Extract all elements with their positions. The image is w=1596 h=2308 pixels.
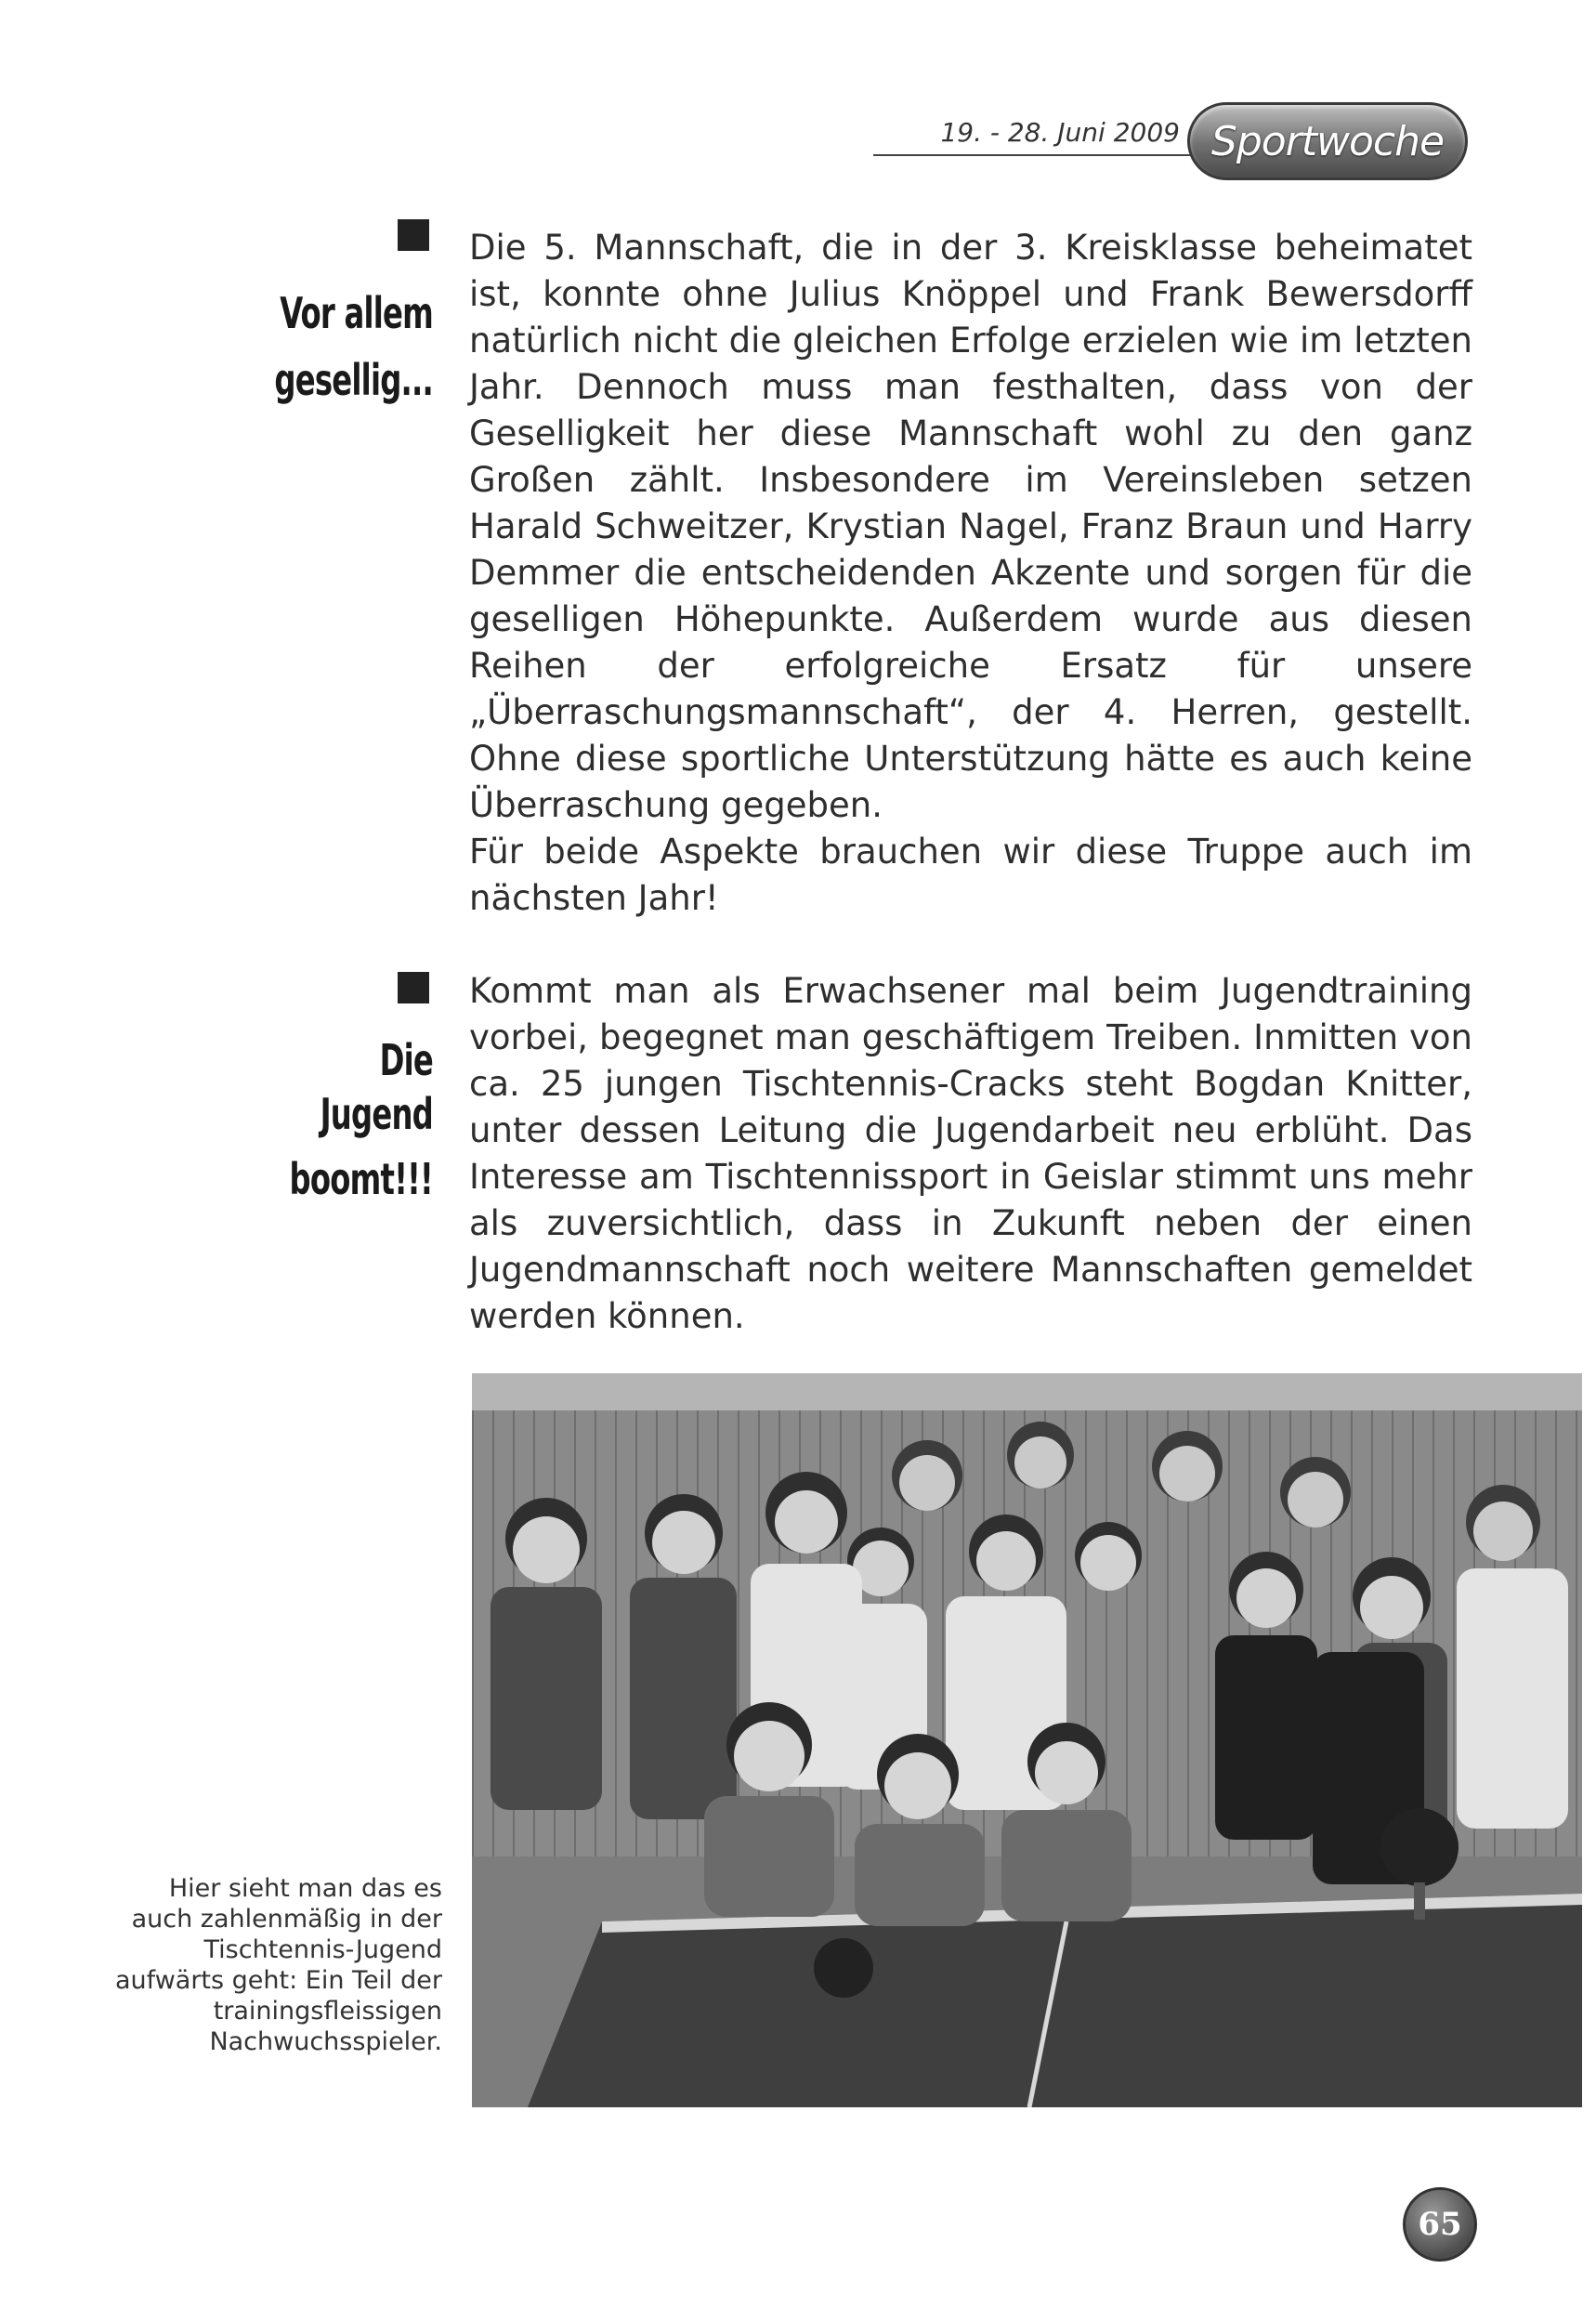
article-text-section1 <box>469 225 1472 922</box>
paragraph: Die 5. Mannschaft, die in der 3. Kreisklasse beheimatet ist, konnte ohne Julius Knöppel und Frank Bewersdorff natürlich nicht die gleichen Erfolge erzielen wie im letzten Jahr. Dennoch muss man festhalten, dass von der Geselligkeit her diese Mannschaft wohl zu den ganz Großen zählt. Insbesondere im Vereinsleben setzen Harald Schweitzer, Krystian Nagel, Franz Braun und Harry Demmer die entscheidenden Akzente und sorgen für die geselligen Höhepunkte. Außerdem wurde aus diesen Reihen der erfolgreiche Ersatz für unsere „Überraschungsmannschaft“, der 4. Herren, gestellt. Ohne diese sportliche Unterstützung hätte es auch keine Überraschung gegeben. <box>469 228 1472 825</box>
team-photo <box>472 1373 1582 2107</box>
section-badge-label: Sportwoche <box>1210 117 1445 165</box>
page-number: 65 <box>1418 2206 1462 2243</box>
team-photo-illustration <box>472 1373 1582 2107</box>
section-heading-gesellig <box>259 286 433 407</box>
header-rule <box>873 154 1194 156</box>
heading-line: Die Jugend <box>320 1035 433 1139</box>
section-badge <box>1187 102 1468 180</box>
section-heading-jugend <box>259 1033 433 1206</box>
article-text-section2 <box>469 968 1472 1340</box>
heading-line: gesellig... <box>274 355 433 405</box>
heading-line: boomt!!! <box>289 1154 433 1204</box>
paragraph: Kommt man als Erwachsener mal beim Jugendtraining vorbei, begegnet man geschäftigem Treiben. Inmitten von ca. 25 jungen Tischtennis-Cracks steht Bogdan Knitter, unter dessen Leitung die Jugendarbeit neu erblüht. Das Interesse am Tischtennissport in Geislar stimmt uns mehr als zuversichtlich, dass in Zukunft neben der einen Jugendmannschaft noch weitere Mannschaften gemeldet werden können. <box>469 971 1472 1336</box>
paragraph: Für beide Aspekte brauchen wir diese Truppe auch im nächsten Jahr! <box>469 832 1472 918</box>
issue-date: 19. - 28. Juni 2009 <box>940 117 1180 148</box>
page-number-badge <box>1403 2187 1477 2262</box>
photo-caption: Hier sieht man das es auch zahlenmäßig in der Tischtennis-Jugend aufwärts geht: Ein Teil der trainingsfleissigen Nachwuchsspieler. <box>115 1874 442 2056</box>
heading-bullet-square <box>398 219 429 251</box>
heading-line: Vor allem <box>280 288 433 338</box>
heading-bullet-square <box>398 972 429 1003</box>
